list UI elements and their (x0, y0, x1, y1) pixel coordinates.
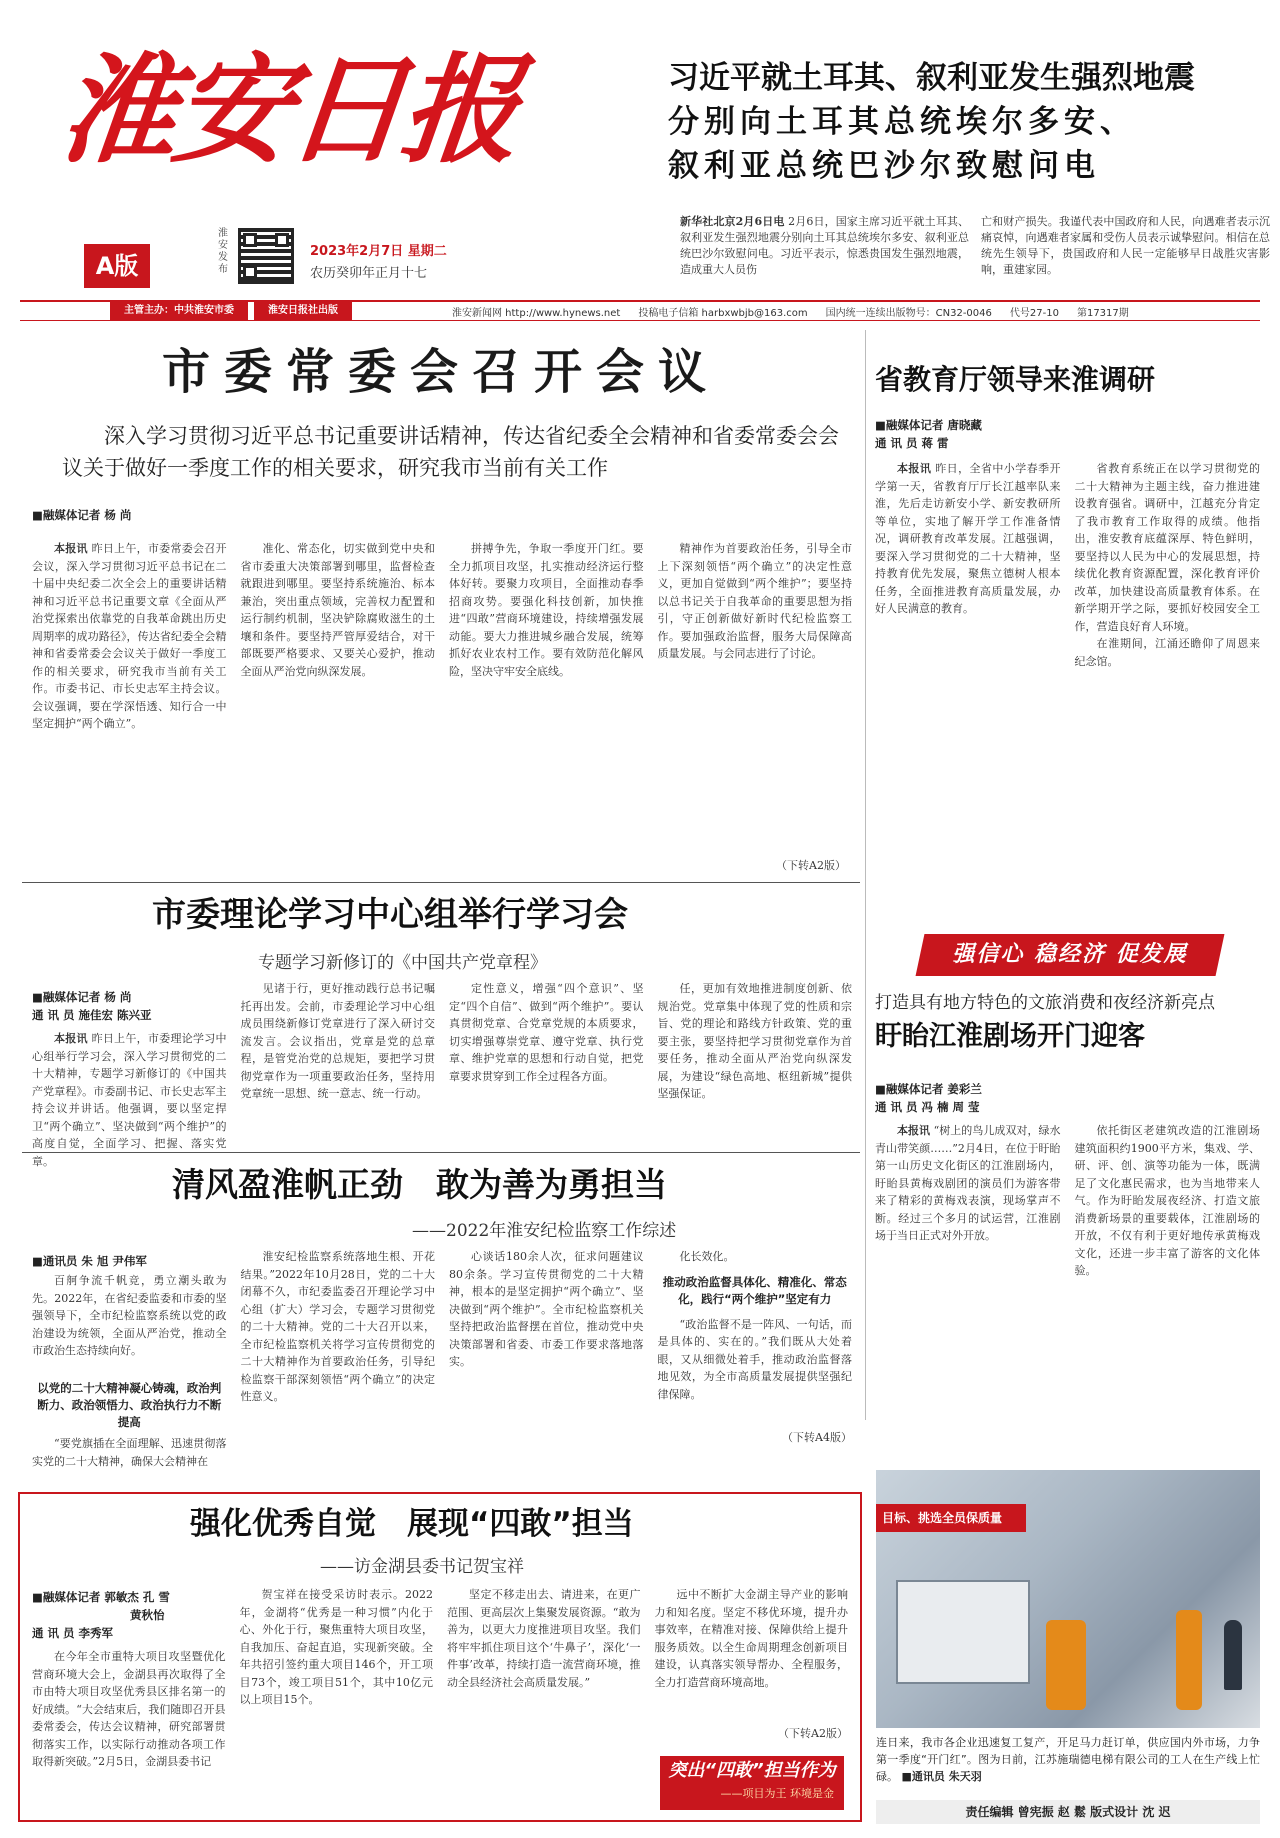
edition-label: A版 (95, 252, 139, 280)
lead: 本报讯 (897, 462, 932, 475)
article-study-session (22, 890, 862, 1168)
article-col2: 依托街区老建筑改造的江淮剧场建筑面积约1900平方米，集戏、学、研、评、创、演等功能为一体，既满足了文化惠民需求，也为当地带来人气。作为盱眙发展夜经济、打造文旅消费新场景的重要载体，江淮剧场的开放，不仅有利于更好地传承黄梅戏文化，还进一步丰富了游客的文化体验。 (1074, 1124, 1260, 1277)
article-col4: 精神作为首要政治任务，引导全市上下深刻领悟“两个确立”的决定性意义，更加自觉做到“两个维护”；要坚持以总书记关于自我革命的重要思想为指引，守正创新做好新时代纪检监察工作。要加强政治监督，服务大局保障高质量发展。与会同志进行了讨论。 (657, 542, 852, 660)
article-kicker: 打造具有地方特色的文旅消费和夜经济新亮点 (875, 993, 1215, 1013)
article-title: 市委常委会召开会议 (162, 344, 721, 400)
photo-caption (876, 1734, 1260, 1785)
article-col1: 昨日上午，市委常委会召开会议，深入学习贯彻习近平总书记在二十届中央纪委二次全会上的重要讲话精神和习近平总书记重要文章《全面从严治党探索出依靠党的自我革命跳出历史周期率的成功路径》，传达省纪委全会精神和省委常委会会议关于做好一季度工作的相关要求，研究我市当前有关工作。市委书记、市长史志军主持会议。会议强调，要在学深悟透、知行合一中坚定拥护“两个确立”。 (32, 542, 227, 730)
badge-sub: ——项目为王 环境是金 (720, 1787, 834, 1800)
postal-code: 代号27-10 (1009, 307, 1059, 319)
lead: 本报讯 (54, 542, 88, 555)
photo-credit: ■通讯员 朱天羽 (901, 1770, 982, 1783)
article-subtitle: ——访金湖县委书记贺宝祥 (320, 1557, 524, 1577)
top-news-col2: 亡和财产损失。我谨代表中国政府和人民，向遇难者表示沉痛哀悼，向遇难者家属和受伤人员表示诚挚慰问。相信在总统先生领导下，贵国政府和人民一定能够早日战胜灾害影响，重建家园。 (981, 215, 1270, 276)
article-col2: 准化、常态化，切实做到党中央和省市委重大决策部署到哪里，监督检查就跟进到哪里。要坚持系统施治、标本兼治，突出重点领域，完善权力配置和运行制约机制，坚决铲除腐败滋生的土壤和条件。要坚持严管厚爱结合，对干部既要严格要求、又要关心爱护，推动全面从严治党向纵深发展。 (240, 542, 435, 678)
article-col1: “树上的鸟儿成双对，绿水青山带笑颜……”2月4日，在位于盱眙第一山历史文化街区的江淮剧场内，盱眙县黄梅戏剧团的演员们为游客带来了精彩的黄梅戏表演，现场掌声不断。经过三个多月的试运营，江淮剧场于当日正式对外开放。 (875, 1124, 1061, 1242)
continued-note: （下转A4版） (782, 1430, 852, 1444)
article-col4: 远中不断扩大金湖主导产业的影响力和知名度。坚定不移优环境，提升办事效率，在精准对接、保障供给上提升服务质效。以全生命周期理念创新项目建设，认真落实领导帮办、全程服务，全力打造营商环境高地。 (654, 1588, 848, 1689)
four-dare-badge (660, 1756, 844, 1810)
email-link[interactable]: 投稿电子信箱 harbxwbjb@163.com (638, 307, 808, 319)
article-subtitle: 深入学习贯彻习近平总书记重要讲话精神，传达省纪委全会精神和省委常委会会议关于做好一季度工作的相关要求，研究我市当前有关工作 (62, 424, 839, 480)
lead: 本报讯 (54, 1032, 88, 1045)
article-col1: 昨日上午，市委理论学习中心组举行学习会，深入学习贯彻党的二十大精神，专题学习新修订的《中国共产党章程》。市委副书记、市长史志军主持会议并讲话。他强调，要以坚定捍卫“两个确立”、坚决做到“两个维护”的高度自觉，全面学习、把握、落实党章。 (32, 1032, 227, 1168)
byline: ■融媒体记者 杨 尚 (32, 508, 132, 522)
cn-number: 国内统一连续出版物号：CN32-0046 (825, 307, 992, 319)
website-link[interactable]: 淮安新闻网 http://www.hynews.net (452, 307, 621, 319)
photo-sign-text: 目标、挑选全员保质量 (882, 1511, 1003, 1525)
top-news-headline-line: 习近平就土耳其、叙利亚发生强烈地震 (668, 60, 1195, 96)
article-subtitle: ——2022年淮安纪检监察工作综述 (412, 1221, 677, 1241)
machine-shape (896, 1580, 1030, 1684)
sponsor-label: 主管主办：中共淮安市委 (110, 302, 248, 320)
byline: ■通讯员 朱 旭 尹伟军 (32, 1254, 147, 1268)
article-columns (32, 1248, 852, 1484)
edition-badge (84, 244, 150, 288)
article-col2: 贺宝祥在接受采访时表示。2022年，金湖将“优秀是一种习惯”内化于心、外化于行，聚焦重特大项目攻坚，自我加压、奋起直追，实现新突破。全年共招引签约重大项目146个，开工项目73个，竣工项目51个，其中10亿元以上项目15个。 (239, 1588, 433, 1706)
article-col1: 百舸争流千帆竞，勇立潮头敢为先。2022年，在省纪委监委和市委的坚强领导下，全市纪检监察系统以党的政治建设为统领，全面从严治党，推动全市政治生态持续向好。 (32, 1274, 227, 1357)
publisher-label: 淮安日报社出版 (254, 302, 352, 320)
article-education-dept (875, 360, 1260, 850)
dateline: 新华社北京2月6日电 (680, 215, 785, 228)
editor-footer (876, 1800, 1260, 1824)
article-col3: 拼搏争先，争取一季度开门红。要全力抓项目攻坚，扎实推动经济运行整体好转。要聚力攻项目，全面推动春季招商攻势。要强化科技创新，加快推进“四敢”营商环境建设，持续增强发展动能。要大力推进城乡融合发展，统筹抓好农业农村工作。要有效防范化解风险，坚决守牢安全底线。 (449, 542, 644, 678)
caption-text: 连日来，我市各企业迅速复工复产，开足马力赶订单，供应国内外市场，力争第一季度“开门红”。图为日前，江苏施瑞德电梯有限公司的工人在生产线上忙碌。 (876, 1736, 1260, 1783)
article-col1b: “要党旗插在全面理解、迅速贯彻落实党的二十大精神，确保大会精神在 (32, 1437, 227, 1468)
section-subhead: 以党的二十大精神凝心铸魂，政治判断力、政治领悟力、政治执行力不断提高 (37, 1381, 222, 1429)
byline: ■融媒体记者 姜彩兰 (875, 1082, 982, 1096)
article-title: 强化优秀自觉 展现“四敢”担当 (190, 1506, 634, 1542)
masthead-title: 淮安日报 (52, 40, 524, 179)
article-title: 盱眙江淮剧场开门迎客 (875, 1021, 1145, 1052)
byline: 黄秋怡 (130, 1608, 165, 1622)
info-bar (20, 300, 1260, 321)
lunar-date: 农历癸卯年正月十七 (310, 266, 428, 281)
article-col2: 见诸于行，更好推动践行总书记嘱托再出发。会前，市委理论学习中心组成员围绕新修订党章进行了深入研讨交流发言。会议指出，党章是党的总章程，是管党治党的总规矩，要把学习贯彻党章作为一项重要政治任务，坚持用党章统一思想、统一意志、统一行动。 (240, 982, 435, 1100)
qr-code[interactable] (238, 228, 294, 284)
byline: 通 讯 员 蒋 雷 (875, 436, 949, 450)
lead: 本报讯 (897, 1124, 931, 1137)
robot-arm-icon (1176, 1610, 1202, 1710)
byline: ■融媒体记者 唐晓藏 (875, 418, 982, 432)
article-columns (32, 980, 852, 1168)
robot-arm-icon (1046, 1620, 1086, 1710)
top-news-headline-line: 叙利亚总统巴沙尔致慰问电 (668, 148, 1100, 184)
article-col3: 心谈话180余人次，征求问题建议80余条。学习宣传贯彻党的二十大精神，根本的是坚定拥护“两个确立”、坚决做到“两个维护”。全市纪检监察机关坚持把政治监督摆在首位，推动党中央决策部署和省委、市委工作要求落地落实。 (449, 1250, 644, 1368)
byline: ■融媒体记者 杨 尚 (32, 990, 132, 1004)
worker-figure (1224, 1620, 1242, 1690)
photo-sign (876, 1504, 1026, 1532)
article-col3: 定性意义，增强“四个意识”、坚定“四个自信”、做到“两个维护”。要认真贯彻党章、合党章党规的本质要求，切实增强尊崇党章、遵守党章、执行党章、维护党章的思想和行动自觉，把党章要求贯穿到工作全过程各方面。 (449, 982, 644, 1083)
article-title: 清风盈淮帆正劲 敢为善为勇担当 (172, 1165, 667, 1204)
badge-main: 突出“四敢”担当作为 (668, 1760, 836, 1781)
byline: 通 讯 员 李秀军 (32, 1626, 114, 1640)
banner-text: 强信心 稳经济 促发展 (952, 942, 1188, 967)
article-discipline-review (22, 1160, 862, 1488)
article-col3: 坚定不移走出去、请进来，在更广范围、更高层次上集聚发展资源。“敢为善为，以更大力度推进项目攻坚。我们将牢牢抓住项目这个‘牛鼻子’，深化‘一件事’改革，持续打造一流营商环境，推动全县经济社会高质量发展。” (447, 1588, 641, 1689)
continued-note: （下转A2版） (776, 859, 846, 872)
article-jianghuai-theater (875, 990, 1260, 1420)
section-subhead: 推动政治监督具体化、精准化、常态化，践行“两个维护”坚定有力 (662, 1274, 847, 1306)
article-columns (875, 1122, 1260, 1412)
top-news-col1: 2月6日，国家主席习近平就土耳其、叙利亚发生强烈地震分别向土耳其总统埃尔多安、叙利亚总统巴沙尔致慰问电。习近平表示，惊悉贵国发生强烈地震，造成重大人员伤 (680, 215, 970, 276)
article-col4a: 化长效化。 (679, 1250, 735, 1263)
byline: ■融媒体记者 郭敏杰 孔 雪 (32, 1590, 170, 1604)
article-title: 省教育厅领导来淮调研 (875, 363, 1156, 396)
column-divider (865, 330, 866, 1420)
wechat-label: 淮安发布 (218, 228, 228, 275)
banner-confidence (916, 934, 1225, 976)
article-columns (875, 460, 1260, 840)
article-standing-committee (22, 328, 862, 878)
factory-photo (876, 1470, 1260, 1728)
article-col4: “政治监督不是一阵风、一句话，而是具体的、实在的。”我们既从大处着眼，又从细微处着手，推动政治监督落地见效，为全市高质量发展提供坚强纪律保障。 (657, 1317, 852, 1401)
article-col2: 省教育系统正在以学习贯彻党的二十大精神为主题主线，奋力推进建设教育强省。调研中，江越充分肯定了我市教育工作取得的成绩。他指出，淮安教育底蕴深厚、特色鲜明，要坚持以人民为中心的发展思想，持续优化教育资源配置，深化教育评价改革，加快建设高质量教育体系。在新学期开学之际，要抓好校园安全工作，营造良好育人环境。 (1074, 462, 1260, 633)
article-subtitle: 专题学习新修订的《中国共产党章程》 (258, 953, 547, 973)
top-news-headline-line: 分别向土耳其总统埃尔多安、 (668, 104, 1136, 140)
byline: 通 讯 员 施佳宏 陈兴亚 (32, 1008, 152, 1022)
article-col4: 任，更加有效地推进制度创新、依规治党。党章集中体现了党的性质和宗旨、党的理论和路线方针政策、党的重要主张，要坚持把学习贯彻党章作为首要任务，推动全面从严治党向纵深发展，为建设“绿色高地、枢纽新城”提供坚强保证。 (657, 982, 852, 1100)
article-interview-box (18, 1492, 862, 1822)
article-col1: 昨日，全省中小学春季开学第一天，省教育厅厅长江越率队来淮，先后走访新安小学、新安教研所等单位，实地了解开学工作准备情况，调研教育改革发展。江越强调，要深入学习贯彻党的二十大精神，坚持教育优先发展，聚焦立德树人根本任务，全面推进教育高质量发展，办好人民满意的教育。 (875, 462, 1061, 615)
article-columns (32, 540, 852, 860)
article-end: 在淮期间，江涌还瞻仰了周恩来纪念馆。 (1074, 637, 1260, 668)
article-title: 市委理论学习中心组举行学习会 (152, 895, 628, 935)
continued-note: （下转A2版） (778, 1727, 848, 1740)
editor-credits: 责任编辑 曾宪振 赵 鬆 版式设计 沈 迟 (965, 1805, 1171, 1819)
byline: 通 讯 员 冯 楠 周 莹 (875, 1100, 980, 1114)
top-news-headline (668, 56, 1268, 188)
issue-date: 2023年2月7日 星期二 (310, 244, 447, 259)
issue-number: 第17317期 (1076, 307, 1129, 319)
top-news-body (680, 214, 1270, 274)
article-col1: 在今年全市重特大项目攻坚暨优化营商环境大会上，金湖县再次取得了全市由特大项目攻坚优秀县区排名第一的好成绩。“大会结束后，我们随即召开县委常委会，传达会议精神，研究部署贯彻落实工作，以实际行动推动各项工作取得新突破。”2月5日，金湖县委书记 (32, 1650, 226, 1768)
article-col2: 淮安纪检监察系统落地生根、开花结果。”2022年10月28日，党的二十大闭幕不久，市纪委监委召开理论学习中心组（扩大）学习会，专题学习贯彻党的二十大精神。党的二十大召开以来，全市纪检监察机关将学习宣传贯彻党的二十大精神作为首要政治任务，引导纪检监察干部深刻领悟“两个确立”的决定性意义。 (240, 1250, 435, 1403)
masthead (0, 0, 1280, 300)
section-divider (22, 882, 860, 883)
section-divider (22, 1152, 860, 1153)
